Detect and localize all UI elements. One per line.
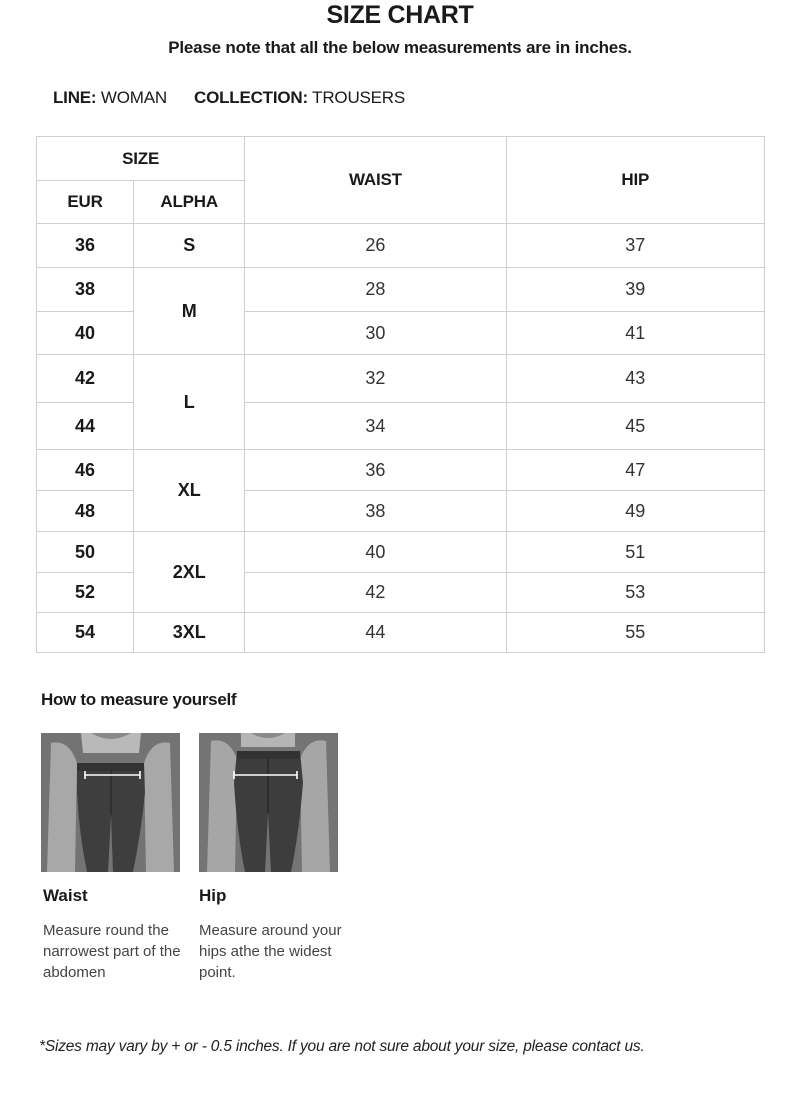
howto-heading: How to measure yourself	[41, 690, 237, 709]
waist-cell: 30	[245, 312, 506, 355]
page-title: SIZE CHART	[326, 1, 474, 29]
hip-cell: 41	[506, 312, 764, 355]
alpha-header: ALPHA	[134, 181, 245, 224]
hip-measure-photo	[199, 733, 338, 872]
size-variance-footnote: *Sizes may vary by + or - 0.5 inches. If you are not sure about your size, please contact us.	[39, 1038, 645, 1055]
waist-cell: 34	[245, 403, 506, 450]
hip-cell: 53	[506, 573, 764, 613]
hip-caption-text: Measure around your hips athe the widest point.	[199, 922, 342, 981]
table-row	[37, 268, 765, 312]
table-row	[37, 450, 765, 491]
alpha-cell: M	[134, 268, 245, 355]
waist-caption-text: Measure round the narrowest part of the abdomen	[43, 922, 181, 981]
table-row	[37, 532, 765, 573]
eur-cell: 44	[37, 403, 134, 450]
hip-cell: 51	[506, 532, 764, 573]
size-chart-table	[36, 136, 765, 653]
waist-cell: 36	[245, 450, 506, 491]
collection-label: COLLECTION:	[194, 88, 308, 107]
hip-cell: 49	[506, 491, 764, 532]
alpha-cell: XL	[134, 450, 245, 532]
collection-value: TROUSERS	[312, 88, 406, 107]
alpha-cell: 2XL	[134, 532, 245, 613]
hip-cell: 37	[506, 224, 764, 268]
hip-cell: 43	[506, 355, 764, 403]
eur-cell: 36	[37, 224, 134, 268]
waist-cell: 32	[245, 355, 506, 403]
eur-cell: 48	[37, 491, 134, 532]
waist-measure-photo	[41, 733, 180, 872]
waist-cell: 26	[245, 224, 506, 268]
waist-header: WAIST	[245, 137, 506, 224]
hip-cell: 45	[506, 403, 764, 450]
line-label: LINE:	[53, 88, 97, 107]
waist-cell: 44	[245, 613, 506, 653]
waist-cell: 28	[245, 268, 506, 312]
line-meta	[53, 88, 167, 108]
alpha-cell: L	[134, 355, 245, 450]
eur-cell: 38	[37, 268, 134, 312]
eur-cell: 40	[37, 312, 134, 355]
waist-cell: 40	[245, 532, 506, 573]
hip-header: HIP	[506, 137, 764, 224]
table-row	[37, 224, 765, 268]
eur-cell: 50	[37, 532, 134, 573]
eur-cell: 42	[37, 355, 134, 403]
hip-cell: 39	[506, 268, 764, 312]
table-row	[37, 355, 765, 403]
table-row	[37, 613, 765, 653]
eur-cell: 52	[37, 573, 134, 613]
hip-cell: 47	[506, 450, 764, 491]
line-value: WOMAN	[100, 88, 167, 107]
eur-cell: 54	[37, 613, 134, 653]
eur-cell: 46	[37, 450, 134, 491]
waist-caption-title: Waist	[43, 886, 88, 905]
alpha-cell: S	[134, 224, 245, 268]
units-note: Please note that all the below measurements are in inches.	[168, 38, 632, 57]
waist-cell: 38	[245, 491, 506, 532]
hip-cell: 55	[506, 613, 764, 653]
alpha-cell: 3XL	[134, 613, 245, 653]
size-header: SIZE	[37, 137, 245, 181]
waist-cell: 42	[245, 573, 506, 613]
hip-caption-title: Hip	[199, 886, 227, 905]
eur-header: EUR	[37, 181, 134, 224]
collection-meta	[194, 88, 405, 108]
